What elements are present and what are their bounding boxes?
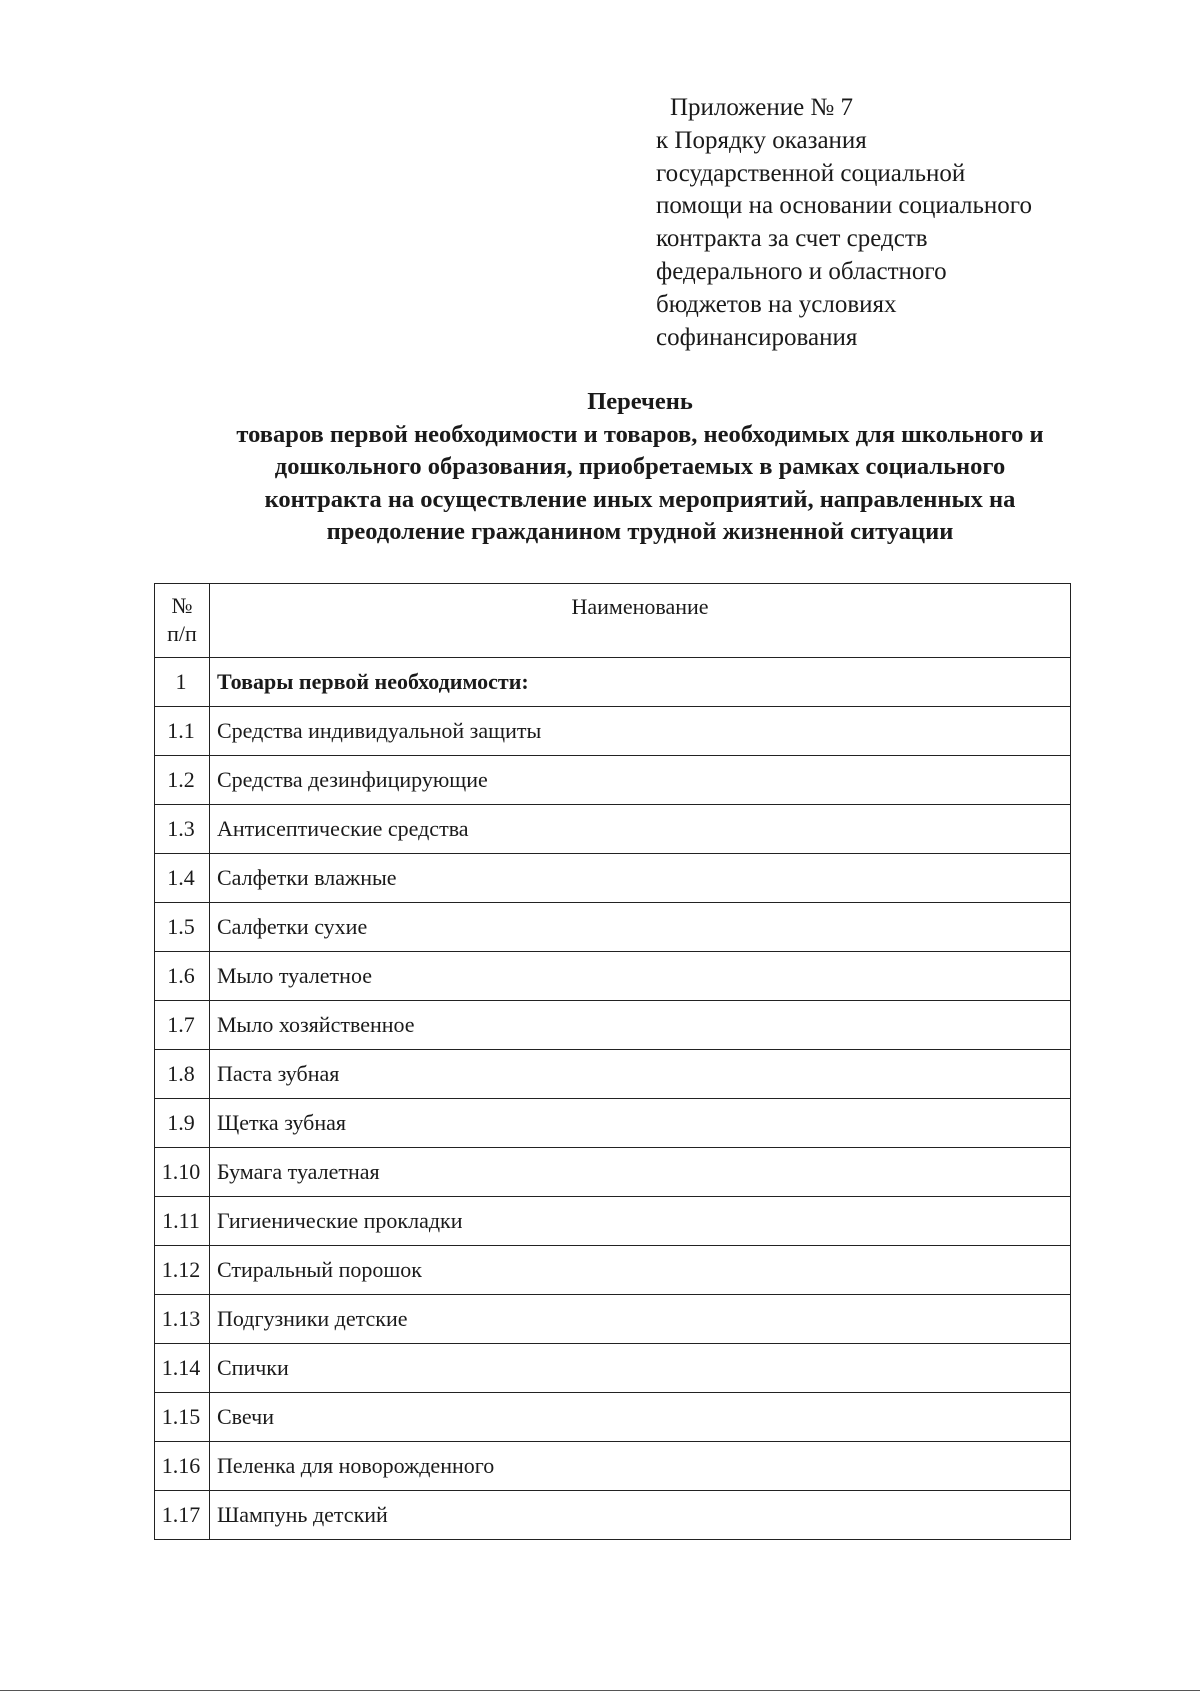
row-number: 1.13 xyxy=(155,1295,210,1344)
table-row xyxy=(155,1393,1071,1442)
table-row xyxy=(155,1344,1071,1393)
column-header-name: Наименование xyxy=(210,584,1071,658)
title-heading: Перечень xyxy=(587,388,693,415)
row-name: Мыло туалетное xyxy=(210,952,1071,1001)
table-row xyxy=(155,1491,1071,1540)
row-number: 1.7 xyxy=(155,1001,210,1050)
row-name: Салфетки сухие xyxy=(210,903,1071,952)
table-row xyxy=(155,1099,1071,1148)
table-row xyxy=(155,658,1071,707)
appendix-title: Приложение № 7 xyxy=(670,94,854,121)
row-name: Антисептические средства xyxy=(210,805,1071,854)
appendix-line: софинансирования xyxy=(656,323,858,351)
row-number: 1 xyxy=(155,658,210,707)
table-row xyxy=(155,1197,1071,1246)
appendix-line: федерального и областного xyxy=(656,257,947,285)
row-name: Мыло хозяйственное xyxy=(210,1001,1071,1050)
row-name: Салфетки влажные xyxy=(210,854,1071,903)
row-name: Пеленка для новорожденного xyxy=(210,1442,1071,1491)
table-row xyxy=(155,854,1071,903)
row-number: 1.15 xyxy=(155,1393,210,1442)
row-name: Паста зубная xyxy=(210,1050,1071,1099)
row-number: 1.8 xyxy=(155,1050,210,1099)
document-title xyxy=(140,386,1140,549)
row-name: Свечи xyxy=(210,1393,1071,1442)
row-name: Бумага туалетная xyxy=(210,1148,1071,1197)
table-row xyxy=(155,1295,1071,1344)
appendix-line: государственной социальной xyxy=(656,159,966,187)
header-number-sign: № xyxy=(171,593,193,618)
row-number: 1.3 xyxy=(155,805,210,854)
row-number: 1.1 xyxy=(155,707,210,756)
row-number: 1.12 xyxy=(155,1246,210,1295)
appendix-line: к Порядку оказания xyxy=(656,126,867,154)
table-row xyxy=(155,1246,1071,1295)
page-bottom-rule xyxy=(0,1690,1200,1691)
appendix-line: контракта за счет средств xyxy=(656,225,928,253)
table-row xyxy=(155,1148,1071,1197)
row-name: Гигиенические прокладки xyxy=(210,1197,1071,1246)
table-body xyxy=(155,658,1071,1540)
row-number: 1.4 xyxy=(155,854,210,903)
goods-table xyxy=(154,583,1071,1540)
table-row xyxy=(155,805,1071,854)
appendix-note xyxy=(656,92,1116,354)
appendix-line: бюджетов на условиях xyxy=(656,290,897,318)
row-number: 1.6 xyxy=(155,952,210,1001)
header-number-abbr: п/п xyxy=(167,621,197,646)
column-header-number xyxy=(155,584,210,658)
row-number: 1.11 xyxy=(155,1197,210,1246)
row-number: 1.14 xyxy=(155,1344,210,1393)
row-name: Шампунь детский xyxy=(210,1491,1071,1540)
row-name: Средства дезинфицирующие xyxy=(210,756,1071,805)
table-row xyxy=(155,707,1071,756)
appendix-line: помощи на основании социального xyxy=(656,192,1032,220)
row-number: 1.17 xyxy=(155,1491,210,1540)
row-name: Стиральный порошок xyxy=(210,1246,1071,1295)
title-line: дошкольного образования, приобретаемых в рамках социального xyxy=(274,453,1006,480)
title-line: товаров первой необходимости и товаров, необходимых для школьного и xyxy=(236,420,1044,448)
row-number: 1.16 xyxy=(155,1442,210,1491)
title-line: контракта на осуществление иных мероприятий, направленных на xyxy=(264,485,1016,513)
row-number: 1.5 xyxy=(155,903,210,952)
table-row xyxy=(155,952,1071,1001)
table-row xyxy=(155,1442,1071,1491)
title-line: преодоление гражданином трудной жизненной ситуации xyxy=(326,518,954,545)
table-row xyxy=(155,756,1071,805)
row-name: Средства индивидуальной защиты xyxy=(210,707,1071,756)
row-name: Товары первой необходимости: xyxy=(210,658,1071,707)
table-header-row xyxy=(155,584,1071,658)
row-name: Щетка зубная xyxy=(210,1099,1071,1148)
table-row xyxy=(155,903,1071,952)
row-number: 1.9 xyxy=(155,1099,210,1148)
row-number: 1.10 xyxy=(155,1148,210,1197)
table-row xyxy=(155,1001,1071,1050)
row-name: Спички xyxy=(210,1344,1071,1393)
row-name: Подгузники детские xyxy=(210,1295,1071,1344)
table-row xyxy=(155,1050,1071,1099)
row-number: 1.2 xyxy=(155,756,210,805)
